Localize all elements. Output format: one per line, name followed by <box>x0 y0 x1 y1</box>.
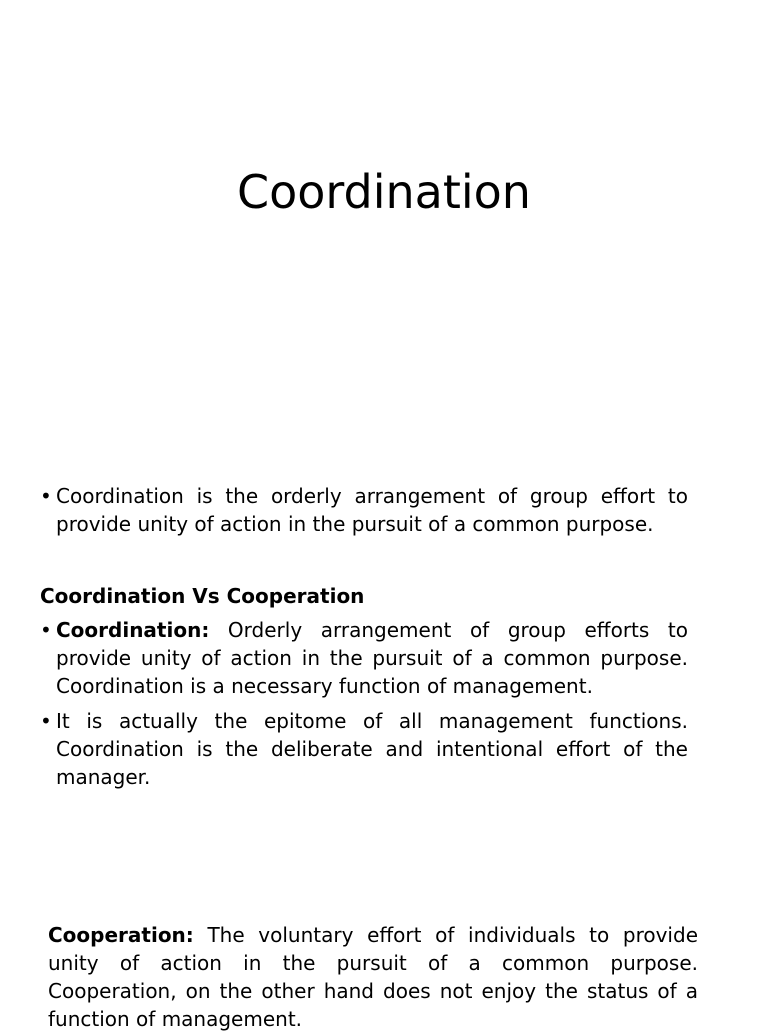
coordination-bullet <box>40 616 688 700</box>
bullet-icon: • <box>40 484 52 508</box>
definition-text: Coordination is the orderly arrangement of group effort to provide unity of action in the pursuit of a common purpose. <box>56 484 688 536</box>
slide-content <box>40 482 688 791</box>
coordination-text: Orderly arrangement of group efforts to provide unity of action in the pursuit of a common purpose. Coordination is a necessary function of management. <box>56 618 688 698</box>
coordination-term: Coordination: <box>56 618 210 642</box>
cooperation-term: Cooperation: <box>48 923 194 947</box>
bullet-icon: • <box>40 709 52 733</box>
epitome-text: It is actually the epitome of all management functions. Coordination is the deliberate and intentional effort of the manager. <box>56 709 688 789</box>
cooperation-text: The voluntary effort of individuals to provide unity of action in the pursuit of a common purpose. Cooperation, on the other hand does not enjoy the status of a function of management. <box>48 923 698 1031</box>
slide-title: Coordination <box>237 165 531 219</box>
definition-bullet <box>40 482 688 538</box>
epitome-bullet <box>40 707 688 791</box>
bullet-icon: • <box>40 618 52 642</box>
cooperation-paragraph <box>48 921 698 1033</box>
section-subheading: Coordination Vs Cooperation <box>40 584 365 608</box>
